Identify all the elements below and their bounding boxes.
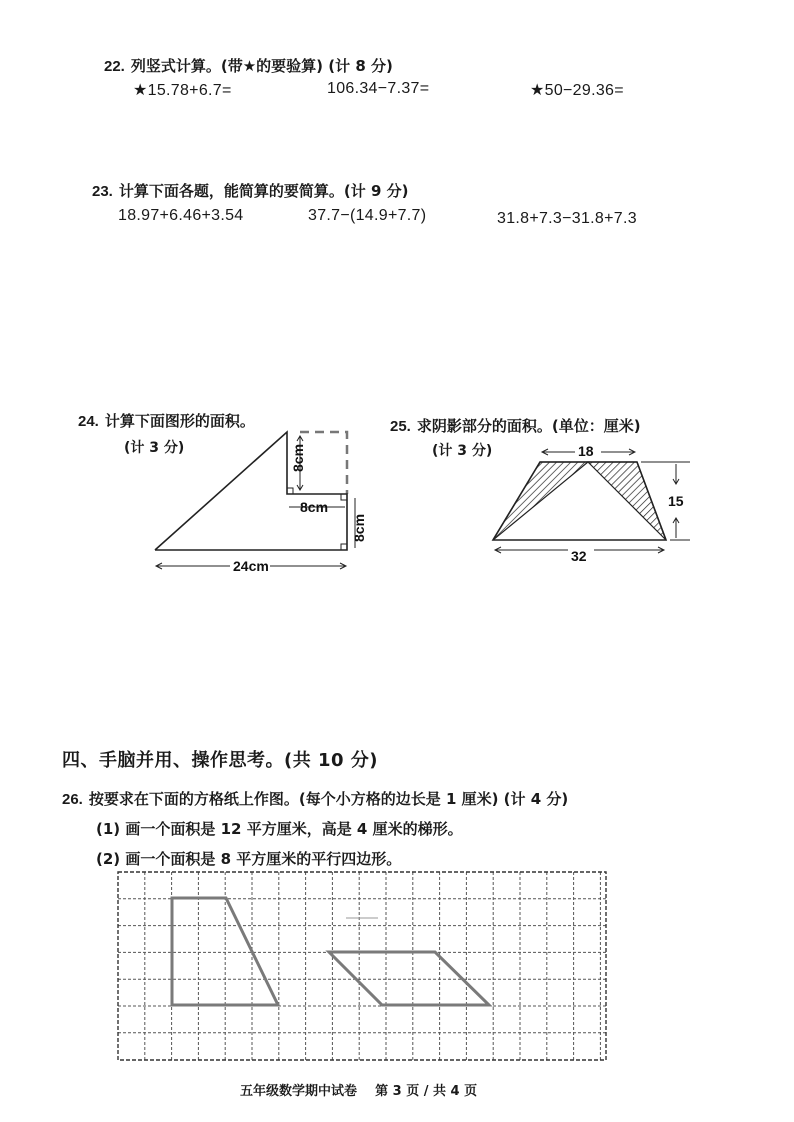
footer — [240, 1080, 477, 1099]
q24-score: (计 3 分) — [124, 440, 185, 456]
q25-score: (计 3 分) — [432, 443, 493, 459]
q25-label-bottom: 32 — [571, 548, 587, 564]
q23-expr-3: 31.8+7.3−31.8+7.3 — [497, 210, 637, 227]
q24-label-inner-width: 8cm — [300, 499, 329, 515]
q25-label-top: 18 — [578, 443, 594, 459]
q26-item-1: (1) 画一个面积是 12 平方厘米，高是 4 厘米的梯形。 — [96, 820, 463, 838]
q22-expr-3: ★50−29.36= — [530, 82, 624, 99]
q24-number: 24. — [78, 413, 99, 430]
q22-expr-1: ★15.78+6.7= — [133, 82, 232, 99]
q22-number: 22. — [104, 58, 125, 75]
q23-expr-1: 18.97+6.46+3.54 — [118, 207, 244, 224]
q22-expr-2: 106.34−7.37= — [327, 80, 430, 97]
q25-label-height: 15 — [668, 493, 684, 509]
q23-title: 计算下面各题，能简算的要简算。(计 9 分) — [118, 182, 409, 200]
grid-lines — [118, 872, 606, 1060]
q24-label-right-height: 8cm — [351, 513, 367, 542]
q22-title: 列竖式计算。(带★的要验算) (计 8 分) — [130, 57, 393, 75]
q24-title: 计算下面图形的面积。 — [104, 412, 255, 430]
drawn-parallelogram — [329, 952, 489, 1005]
q26-item-2: (2) 画一个面积是 8 平方厘米的平行四边形。 — [96, 850, 402, 868]
section4-title: 四、手脑并用、操作思考。(共 10 分) — [62, 750, 379, 771]
q26-title: 按要求在下面的方格纸上作图。(每个小方格的边长是 1 厘米) (计 4 分) — [88, 790, 569, 808]
q25-title: 求阴影部分的面积。(单位：厘米) — [416, 417, 641, 435]
q25-number: 25. — [390, 418, 411, 435]
q23-number: 23. — [92, 183, 113, 200]
q24-label-bottom: 24cm — [233, 558, 269, 574]
footer-title: 五年级数学期中试卷 — [240, 1084, 358, 1099]
q24-label-square-height: 8cm — [290, 443, 306, 472]
grid-border — [118, 872, 606, 1060]
q23-expr-2: 37.7−(14.9+7.7) — [308, 207, 427, 224]
q26-number: 26. — [62, 791, 83, 808]
footer-page: 第 3 页 / 共 4 页 — [375, 1084, 478, 1099]
